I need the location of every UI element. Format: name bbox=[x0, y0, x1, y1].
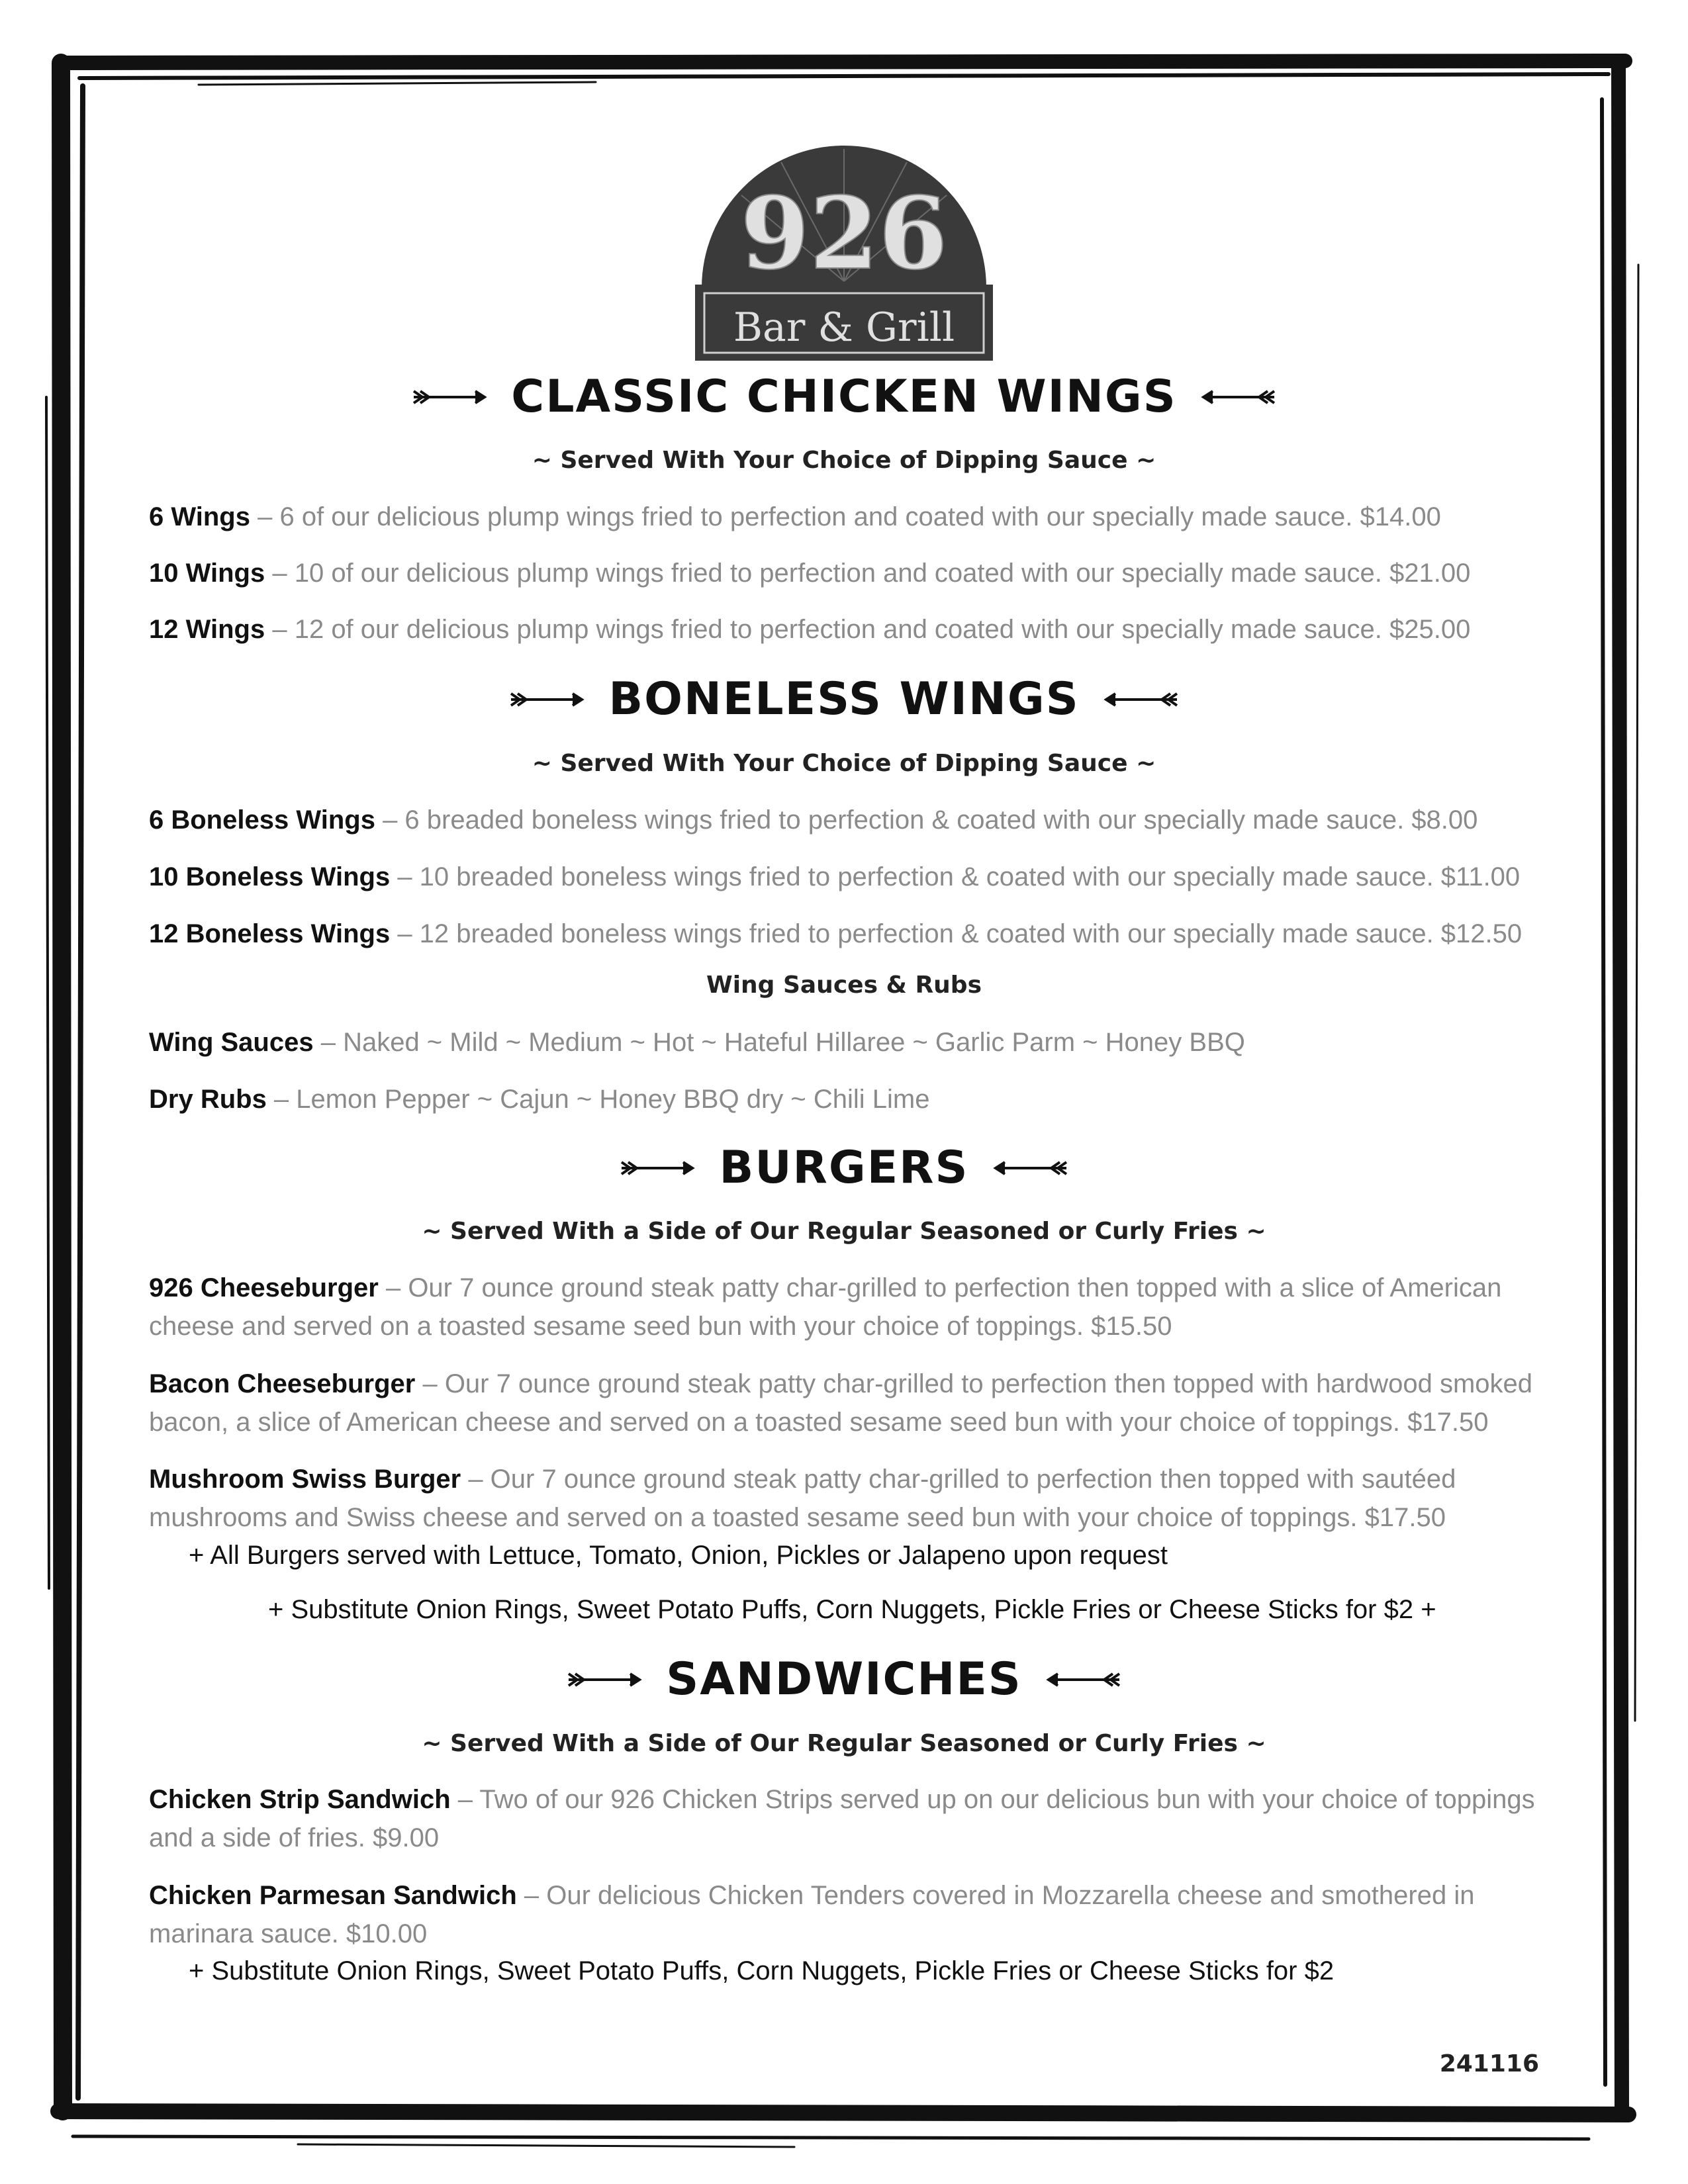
boneless-subtitle: ~ Served With Your Choice of Dipping Sauce ~ bbox=[532, 750, 1156, 777]
menu-item: Bacon Cheeseburger – Our 7 ounce ground steak patty char-grilled to perfection then topped with hardwood smoked bacon, a slice of American cheese and served on a toasted sesame seed bun with your choice of toppings. $17.50 bbox=[149, 1369, 1533, 1437]
restaurant-logo bbox=[688, 116, 1000, 367]
arrow-left-icon bbox=[1101, 690, 1180, 709]
arrow-right-icon bbox=[508, 690, 587, 709]
menu-item: 12 Wings – 12 of our delicious plump wings fried to perfection and coated with our specially made sauce. $25.00 bbox=[149, 615, 1471, 644]
arrow-left-icon bbox=[990, 1158, 1070, 1178]
sandwich-substitute-note: + Substitute Onion Rings, Sweet Potato Puffs, Corn Nuggets, Pickle Fries or Cheese Sticks for $2 bbox=[189, 1956, 1335, 1985]
sandwiches-subtitle: ~ Served With a Side of Our Regular Seasoned or Curly Fries ~ bbox=[422, 1730, 1266, 1757]
sauces-heading: Wing Sauces & Rubs bbox=[706, 972, 982, 999]
section-title: BURGERS bbox=[719, 1142, 969, 1194]
arrow-right-icon bbox=[565, 1670, 645, 1690]
menu-item: 6 Wings – 6 of our delicious plump wings fried to perfection and coated with our specially made sauce. $14.00 bbox=[149, 502, 1441, 531]
section-title: CLASSIC CHICKEN WINGS bbox=[511, 371, 1177, 423]
menu-item: Chicken Strip Sandwich – Two of our 926 Chicken Strips served up on our delicious bun with your choice of toppings and a side of fries. $9.00 bbox=[149, 1785, 1535, 1852]
menu-item: 926 Cheeseburger – Our 7 ounce ground steak patty char-grilled to perfection then topped with a slice of American cheese and served on a toasted sesame seed bun with your choice of toppings. $15.50 bbox=[149, 1273, 1502, 1341]
logo-number: 926 bbox=[740, 175, 948, 292]
section-title: SANDWICHES bbox=[666, 1653, 1022, 1706]
menu-item: 10 Wings – 10 of our delicious plump wings fried to perfection and coated with our specially made sauce. $21.00 bbox=[149, 559, 1471, 588]
burgers-subtitle: ~ Served With a Side of Our Regular Seasoned or Curly Fries ~ bbox=[422, 1218, 1266, 1245]
arrow-left-icon bbox=[1043, 1670, 1123, 1690]
burger-substitute-note: + Substitute Onion Rings, Sweet Potato Puffs, Corn Nuggets, Pickle Fries or Cheese Sticks for $2 + bbox=[268, 1595, 1436, 1624]
sauce-list: Wing Sauces – Naked ~ Mild ~ Medium ~ Hot ~ Hateful Hillaree ~ Garlic Parm ~ Honey BBQ bbox=[149, 1028, 1245, 1057]
menu-item: Mushroom Swiss Burger – Our 7 ounce ground steak patty char-grilled to perfection then topped with sautéed mushrooms and Swiss cheese and served on a toasted sesame seed bun with your choice of toppings. $17.50 bbox=[149, 1465, 1456, 1532]
arrow-right-icon bbox=[618, 1158, 698, 1178]
wings-heading bbox=[0, 371, 1688, 423]
logo-subtitle: Bar & Grill bbox=[733, 304, 955, 351]
section-title: BONELESS WINGS bbox=[608, 673, 1080, 725]
arrow-left-icon bbox=[1198, 387, 1278, 407]
menu-item: 12 Boneless Wings – 12 breaded boneless wings fried to perfection & coated with our specially made sauce. $12.50 bbox=[149, 919, 1523, 948]
footer-code: 241116 bbox=[1439, 2050, 1539, 2077]
boneless-heading bbox=[0, 673, 1688, 725]
menu-item: Chicken Parmesan Sandwich – Our delicious Chicken Tenders covered in Mozzarella cheese and smothered in marinara sauce. $10.00 bbox=[149, 1881, 1475, 1948]
menu-item: 10 Boneless Wings – 10 breaded boneless wings fried to perfection & coated with our specially made sauce. $11.00 bbox=[149, 862, 1521, 891]
rub-list: Dry Rubs – Lemon Pepper ~ Cajun ~ Honey BBQ dry ~ Chili Lime bbox=[149, 1085, 930, 1114]
wings-subtitle: ~ Served With Your Choice of Dipping Sauce ~ bbox=[532, 447, 1156, 474]
burgers-heading bbox=[0, 1142, 1688, 1194]
burger-toppings-note: + All Burgers served with Lettuce, Tomato, Onion, Pickles or Jalapeno upon request bbox=[189, 1541, 1168, 1570]
menu-item: 6 Boneless Wings – 6 breaded boneless wings fried to perfection & coated with our specially made sauce. $8.00 bbox=[149, 805, 1478, 835]
arrow-right-icon bbox=[410, 387, 490, 407]
sandwiches-heading bbox=[0, 1653, 1688, 1706]
